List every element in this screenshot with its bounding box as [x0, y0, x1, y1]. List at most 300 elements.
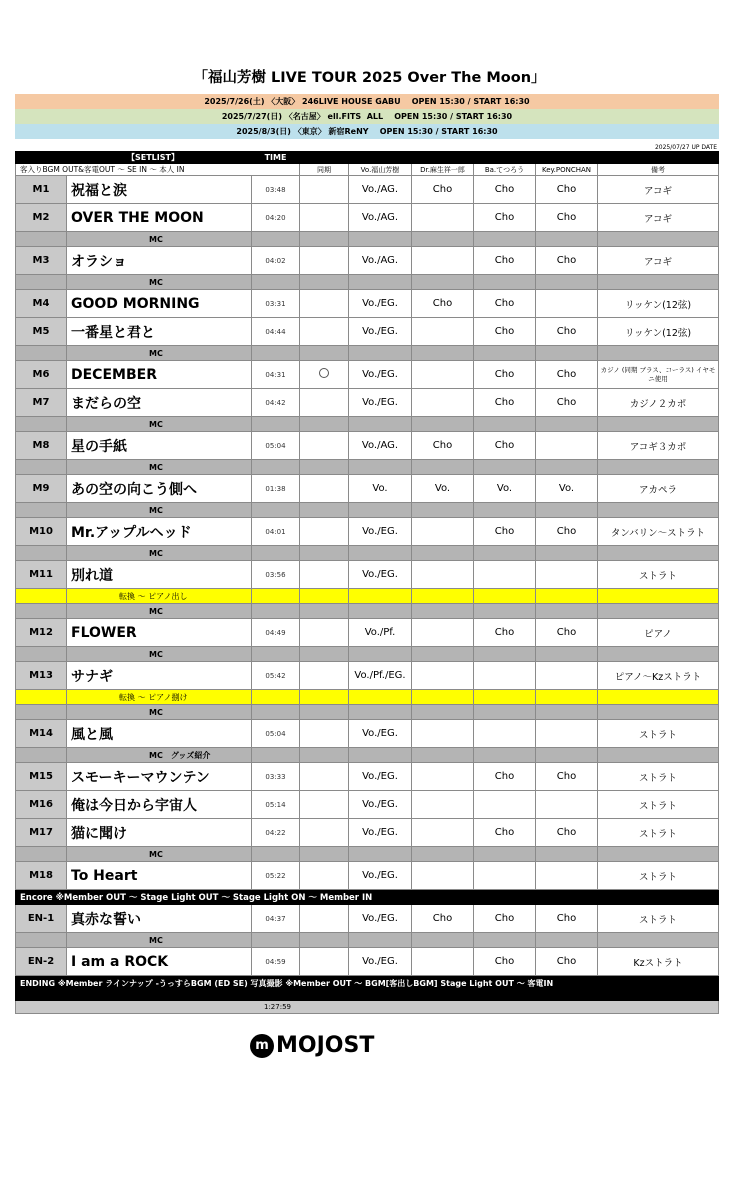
song-row	[16, 862, 719, 890]
drum-part	[412, 662, 474, 690]
song-row	[16, 389, 719, 417]
song-number: M8	[16, 432, 67, 460]
spacer-cell	[349, 705, 412, 720]
vocal-part: Vo./EG.	[349, 561, 412, 589]
spacer-cell	[598, 275, 719, 290]
song-row	[16, 561, 719, 589]
vocal-part: Vo.	[349, 475, 412, 503]
song-title: サナギ	[67, 662, 252, 690]
logo-mark: m	[250, 1034, 274, 1058]
mc-label: MC グッズ紹介	[67, 748, 252, 763]
drum-part	[412, 720, 474, 748]
mc-label: MC	[67, 275, 252, 290]
sync-cell	[300, 763, 349, 791]
bass-part	[474, 561, 536, 589]
sync-cell	[300, 176, 349, 204]
song-time: 04:01	[252, 518, 300, 546]
sync-cell	[300, 905, 349, 933]
key-part: Cho	[536, 763, 598, 791]
song-time: 01:38	[252, 475, 300, 503]
song-row	[16, 662, 719, 690]
spacer-cell	[300, 460, 349, 475]
song-title: 真赤な誓い	[67, 905, 252, 933]
spacer-cell	[16, 847, 67, 862]
song-note: ストラト	[598, 819, 719, 847]
spacer-cell	[252, 748, 300, 763]
song-note: ストラト	[598, 905, 719, 933]
song-time: 04:31	[252, 361, 300, 389]
vocal-part: Vo./AG.	[349, 204, 412, 232]
key-part: Cho	[536, 204, 598, 232]
spacer-cell	[16, 604, 67, 619]
spacer-cell	[412, 275, 474, 290]
spacer-cell	[474, 346, 536, 361]
spacer-cell	[16, 589, 67, 604]
mc-row	[16, 847, 719, 862]
mc-row	[16, 604, 719, 619]
song-number: M18	[16, 862, 67, 890]
mc-label: MC	[67, 232, 252, 247]
spacer-cell	[474, 705, 536, 720]
drum-part	[412, 518, 474, 546]
spacer-cell	[300, 275, 349, 290]
spacer-cell	[300, 647, 349, 662]
song-time: 05:04	[252, 432, 300, 460]
date-band: 2025/8/3(日) 〈東京〉 新宿ReNY OPEN 15:30 / START 16:30	[15, 124, 719, 139]
mc-label: MC	[67, 604, 252, 619]
bass-part: Cho	[474, 247, 536, 275]
sync-cell	[300, 432, 349, 460]
song-number: M12	[16, 619, 67, 647]
song-time: 04:42	[252, 389, 300, 417]
drum-part	[412, 389, 474, 417]
bass-part: Cho	[474, 204, 536, 232]
spacer-cell	[536, 503, 598, 518]
spacer-cell	[16, 647, 67, 662]
drum-part	[412, 318, 474, 346]
vocal-part: Vo./EG.	[349, 518, 412, 546]
spacer-cell	[474, 589, 536, 604]
song-title: DECEMBER	[67, 361, 252, 389]
drum-part	[412, 247, 474, 275]
spacer-cell	[536, 589, 598, 604]
bass-part	[474, 791, 536, 819]
song-time: 03:48	[252, 176, 300, 204]
mc-label: MC	[67, 346, 252, 361]
song-time: 04:20	[252, 204, 300, 232]
song-number: M9	[16, 475, 67, 503]
key-part: Cho	[536, 176, 598, 204]
total-time: 1:27:59	[16, 1001, 719, 1014]
spacer-cell	[16, 417, 67, 432]
sync-cell	[300, 561, 349, 589]
spacer-cell	[300, 346, 349, 361]
song-time: 05:04	[252, 720, 300, 748]
spacer-cell	[349, 690, 412, 705]
key-part: Cho	[536, 518, 598, 546]
song-row	[16, 619, 719, 647]
sync-cell	[300, 791, 349, 819]
song-row	[16, 791, 719, 819]
song-title: Mr.アップルヘッド	[67, 518, 252, 546]
page-title: 「福山芳樹 LIVE TOUR 2025 Over The Moon」	[193, 70, 546, 86]
spacer-cell	[300, 847, 349, 862]
song-note: カジノ２カポ	[598, 389, 719, 417]
sync-cell	[300, 819, 349, 847]
spacer-cell	[412, 647, 474, 662]
mc-label: MC	[67, 503, 252, 518]
song-note: ストラト	[598, 763, 719, 791]
spacer-cell	[349, 647, 412, 662]
spacer-cell	[536, 748, 598, 763]
vocal-part: Vo./EG.	[349, 819, 412, 847]
mojost-logo	[250, 1033, 380, 1061]
spacer-cell	[349, 546, 412, 561]
spacer-cell	[412, 847, 474, 862]
spacer-cell	[349, 417, 412, 432]
spacer-cell	[536, 417, 598, 432]
total-time-row	[16, 1001, 719, 1014]
song-number: M16	[16, 791, 67, 819]
song-row	[16, 247, 719, 275]
key-part	[536, 290, 598, 318]
spacer-cell	[16, 705, 67, 720]
spacer-cell	[474, 417, 536, 432]
vocal-part: Vo./EG.	[349, 318, 412, 346]
song-title: 風と風	[67, 720, 252, 748]
spacer-cell	[16, 346, 67, 361]
drum-part	[412, 561, 474, 589]
key-part: Cho	[536, 389, 598, 417]
drum-part	[412, 819, 474, 847]
changeover-row	[16, 589, 719, 604]
date-band: 2025/7/27(日) 〈名古屋〉 ell.FITS ALL OPEN 15:30 / START 16:30	[15, 109, 719, 124]
key-part	[536, 561, 598, 589]
col-key: Key.PONCHAN	[536, 164, 598, 176]
spacer-cell	[349, 460, 412, 475]
sync-cell	[300, 247, 349, 275]
song-number: M2	[16, 204, 67, 232]
key-part: Cho	[536, 905, 598, 933]
song-note: ストラト	[598, 862, 719, 890]
key-part: Cho	[536, 247, 598, 275]
song-note: Kzストラト	[598, 948, 719, 976]
mc-label: MC	[67, 546, 252, 561]
bass-part: Cho	[474, 518, 536, 546]
bass-part: Cho	[474, 389, 536, 417]
sync-cell	[300, 662, 349, 690]
song-note: カジノ (同期 ブラス、コーラス) イヤモニ使用	[598, 361, 719, 389]
spacer-cell	[349, 275, 412, 290]
bass-part: Cho	[474, 619, 536, 647]
bass-part	[474, 720, 536, 748]
encore-label: Encore ※Member OUT 〜 Stage Light OUT 〜 Stage Light ON 〜 Member IN	[16, 890, 719, 905]
bass-part: Vo.	[474, 475, 536, 503]
song-time: 05:14	[252, 791, 300, 819]
mc-row	[16, 503, 719, 518]
spacer-cell	[536, 847, 598, 862]
song-number: M10	[16, 518, 67, 546]
mc-row	[16, 705, 719, 720]
time-label: TIME	[252, 152, 300, 164]
mc-row	[16, 417, 719, 432]
bass-part: Cho	[474, 905, 536, 933]
spacer-cell	[252, 417, 300, 432]
spacer-cell	[252, 705, 300, 720]
vocal-part: Vo./EG.	[349, 763, 412, 791]
spacer-cell	[598, 847, 719, 862]
song-note: アコギ	[598, 204, 719, 232]
spacer-cell	[536, 604, 598, 619]
spacer-cell	[349, 933, 412, 948]
song-time: 04:22	[252, 819, 300, 847]
song-row	[16, 432, 719, 460]
col-dr: Dr.麻生祥一郎	[412, 164, 474, 176]
spacer-cell	[412, 690, 474, 705]
song-note: リッケン(12弦)	[598, 290, 719, 318]
drum-part	[412, 948, 474, 976]
sync-cell	[300, 389, 349, 417]
spacer-cell	[16, 690, 67, 705]
vocal-part: Vo./EG.	[349, 791, 412, 819]
spacer-cell	[252, 847, 300, 862]
song-row	[16, 318, 719, 346]
song-time: 04:49	[252, 619, 300, 647]
song-number: M13	[16, 662, 67, 690]
spacer-cell	[598, 589, 719, 604]
spacer-cell	[474, 604, 536, 619]
spacer-cell	[536, 275, 598, 290]
spacer-cell	[252, 546, 300, 561]
spacer-cell	[536, 690, 598, 705]
spacer-cell	[598, 647, 719, 662]
mc-row	[16, 460, 719, 475]
drum-part: Vo.	[412, 475, 474, 503]
song-time: 04:02	[252, 247, 300, 275]
key-part	[536, 662, 598, 690]
song-time: 03:33	[252, 763, 300, 791]
spacer-cell	[16, 232, 67, 247]
song-row	[16, 290, 719, 318]
sync-circle-icon	[319, 368, 329, 378]
spacer-cell	[252, 275, 300, 290]
song-row	[16, 948, 719, 976]
vocal-part: Vo./EG.	[349, 720, 412, 748]
sync-cell	[300, 204, 349, 232]
mc-row	[16, 275, 719, 290]
song-note: アカペラ	[598, 475, 719, 503]
song-note: ピアノ〜Kzストラト	[598, 662, 719, 690]
setlist-header-row	[16, 152, 719, 164]
song-title: 星の手紙	[67, 432, 252, 460]
spacer-cell	[252, 589, 300, 604]
spacer-cell	[598, 546, 719, 561]
bass-part: Cho	[474, 318, 536, 346]
vocal-part: Vo./Pf./EG.	[349, 662, 412, 690]
song-time: 05:22	[252, 862, 300, 890]
update-date: 2025/07/27 UP DATE	[654, 144, 717, 151]
vocal-part: Vo./EG.	[349, 862, 412, 890]
song-title: 別れ道	[67, 561, 252, 589]
mc-row	[16, 933, 719, 948]
sync-cell	[300, 720, 349, 748]
vocal-part: Vo./EG.	[349, 905, 412, 933]
song-title: スモーキーマウンテン	[67, 763, 252, 791]
bass-part: Cho	[474, 290, 536, 318]
key-part: Cho	[536, 361, 598, 389]
spacer-cell	[598, 705, 719, 720]
song-row	[16, 475, 719, 503]
song-time: 03:56	[252, 561, 300, 589]
spacer-cell	[349, 346, 412, 361]
key-part: Vo.	[536, 475, 598, 503]
encore-row	[16, 890, 719, 905]
song-note: リッケン(12弦)	[598, 318, 719, 346]
song-time: 04:59	[252, 948, 300, 976]
sync-cell	[300, 619, 349, 647]
logo-text: MOJOST	[276, 1033, 375, 1058]
spacer-cell	[598, 604, 719, 619]
changeover-label: 転換 〜 ピアノ捌け	[67, 690, 252, 705]
song-number: EN-2	[16, 948, 67, 976]
mc-row	[16, 647, 719, 662]
spacer-cell	[349, 748, 412, 763]
spacer-cell	[598, 503, 719, 518]
vocal-part: Vo./EG.	[349, 948, 412, 976]
ending-row	[16, 976, 719, 1001]
spacer-cell	[300, 748, 349, 763]
spacer-cell	[474, 460, 536, 475]
vocal-part: Vo./AG.	[349, 176, 412, 204]
song-title: OVER THE MOON	[67, 204, 252, 232]
spacer-cell	[474, 546, 536, 561]
drum-part	[412, 619, 474, 647]
song-title: To Heart	[67, 862, 252, 890]
song-note: タンバリン〜ストラト	[598, 518, 719, 546]
spacer-cell	[300, 503, 349, 518]
song-time: 04:37	[252, 905, 300, 933]
song-title: 祝福と涙	[67, 176, 252, 204]
key-part	[536, 862, 598, 890]
spacer-cell	[349, 604, 412, 619]
vocal-part: Vo./AG.	[349, 247, 412, 275]
spacer-cell	[598, 346, 719, 361]
key-part: Cho	[536, 619, 598, 647]
mc-label: MC	[67, 933, 252, 948]
spacer-cell	[16, 933, 67, 948]
spacer-cell	[536, 460, 598, 475]
song-number: M4	[16, 290, 67, 318]
spacer-cell	[474, 690, 536, 705]
song-row	[16, 204, 719, 232]
spacer-cell	[300, 232, 349, 247]
col-ba: Ba.てつろう	[474, 164, 536, 176]
spacer-cell	[536, 933, 598, 948]
song-number: EN-1	[16, 905, 67, 933]
song-note: ストラト	[598, 791, 719, 819]
spacer-cell	[252, 346, 300, 361]
spacer-cell	[412, 546, 474, 561]
spacer-cell	[474, 647, 536, 662]
song-note: アコギ３カポ	[598, 432, 719, 460]
spacer-cell	[412, 232, 474, 247]
spacer-cell	[16, 546, 67, 561]
song-number: M7	[16, 389, 67, 417]
col-vo: Vo.福山芳樹	[349, 164, 412, 176]
spacer-cell	[16, 748, 67, 763]
spacer-cell	[474, 232, 536, 247]
song-row	[16, 763, 719, 791]
song-row	[16, 176, 719, 204]
spacer-cell	[412, 589, 474, 604]
opening-bgm: 客入りBGM OUT&客電OUT 〜 SE IN 〜 本人 IN	[16, 164, 300, 176]
drum-part: Cho	[412, 290, 474, 318]
spacer-cell	[16, 460, 67, 475]
col-notes: 備考	[598, 164, 719, 176]
spacer-cell	[349, 232, 412, 247]
spacer-cell	[300, 546, 349, 561]
song-row	[16, 819, 719, 847]
spacer-cell	[300, 705, 349, 720]
spacer-cell	[412, 346, 474, 361]
spacer-cell	[252, 690, 300, 705]
bass-part	[474, 862, 536, 890]
key-part: Cho	[536, 819, 598, 847]
bass-part: Cho	[474, 432, 536, 460]
song-number: M1	[16, 176, 67, 204]
mc-row	[16, 232, 719, 247]
drum-part: Cho	[412, 905, 474, 933]
song-title: オラショ	[67, 247, 252, 275]
vocal-part: Vo./EG.	[349, 361, 412, 389]
spacer-cell	[412, 503, 474, 518]
spacer-cell	[474, 748, 536, 763]
song-row	[16, 361, 719, 389]
setlist-table	[15, 151, 719, 1014]
song-title: あの空の向こう側へ	[67, 475, 252, 503]
mc-label: MC	[67, 647, 252, 662]
mc-row	[16, 346, 719, 361]
spacer-cell	[300, 589, 349, 604]
sync-cell	[300, 318, 349, 346]
sync-cell	[300, 290, 349, 318]
song-time: 04:44	[252, 318, 300, 346]
drum-part: Cho	[412, 176, 474, 204]
vocal-part: Vo./Pf.	[349, 619, 412, 647]
drum-part	[412, 204, 474, 232]
song-number: M15	[16, 763, 67, 791]
ending-label: ENDING ※Member ラインナップ -うっすらBGM (ED SE) 写真撮影 ※Member OUT 〜 BGM[客出しBGM] Stage Light OUT 〜 客電IN	[16, 976, 719, 1001]
col-sync: 同期	[300, 164, 349, 176]
setlist-label: 【SETLIST】	[67, 152, 252, 164]
song-note: ストラト	[598, 561, 719, 589]
song-row	[16, 720, 719, 748]
spacer-cell	[598, 417, 719, 432]
drum-part: Cho	[412, 432, 474, 460]
spacer-cell	[412, 933, 474, 948]
spacer-cell	[252, 604, 300, 619]
bass-part: Cho	[474, 176, 536, 204]
spacer-cell	[300, 933, 349, 948]
song-title: 猫に聞け	[67, 819, 252, 847]
changeover-row	[16, 690, 719, 705]
drum-part	[412, 791, 474, 819]
spacer-cell	[598, 933, 719, 948]
spacer-cell	[349, 847, 412, 862]
spacer-cell	[474, 503, 536, 518]
spacer-cell	[412, 705, 474, 720]
spacer-cell	[412, 604, 474, 619]
